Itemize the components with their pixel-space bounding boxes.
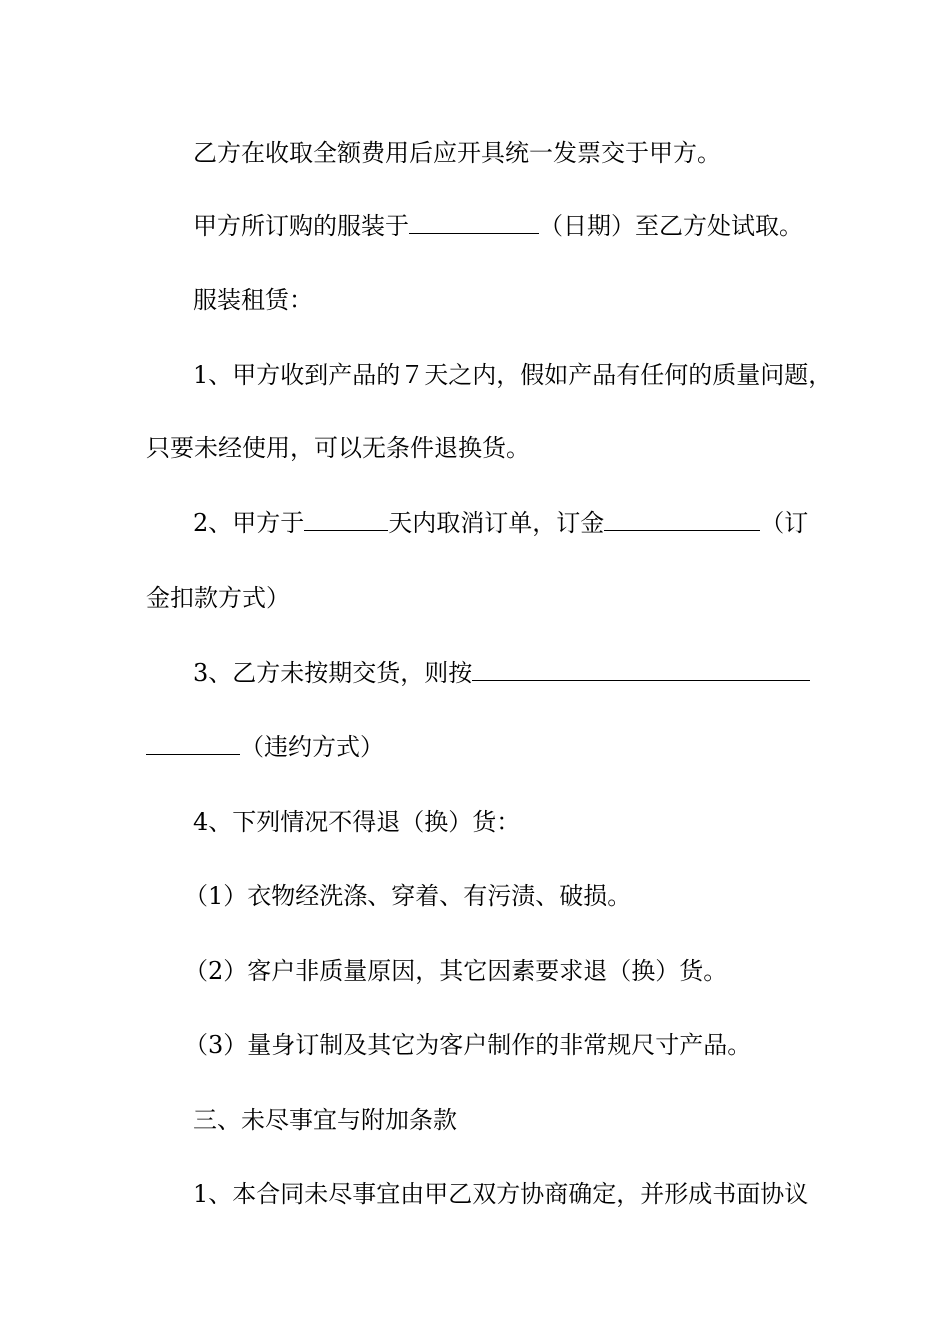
paragraph-text: 2、甲方于 [193,509,305,537]
paragraph-text: 1、甲方收到产品的７天之内，假如产品有任何的质量问题， [193,361,833,389]
clause-4-item-1 [146,881,810,911]
clause-3-line-2 [146,732,810,762]
clause-1-line-2 [146,433,810,463]
list-item-text: （2）客户非质量原因，其它因素要求退（换）货。 [184,957,728,985]
paragraph-text: 金扣款方式） [146,584,290,612]
days-blank [304,508,388,531]
clause-4-item-3 [146,1030,810,1060]
heading-rental [146,285,810,315]
clause-2-line-1 [146,508,810,538]
clause-2-line-2 [146,583,810,613]
paragraph-text: 天内取消订单，订金 [388,509,605,537]
paragraph-text: （违约方式） [240,733,384,761]
clause-4-item-2 [146,956,810,986]
paragraph-pickup-date [146,211,810,241]
paragraph-text: 1、本合同未尽事宜由甲乙双方协商确定，并形成书面协议 [193,1180,809,1208]
date-blank [409,211,539,234]
paragraph-invoice [146,138,810,168]
heading-text: 三、未尽事宜与附加条款 [193,1106,457,1134]
clause-1-line-1 [146,360,833,390]
paragraph-text: （订 [760,509,809,537]
deposit-blank [604,508,760,531]
paragraph-text: 3、乙方未按期交货，则按 [193,659,473,687]
paragraph-text: 甲方所订购的服装于 [193,212,409,240]
section-3-clause-1 [146,1179,810,1209]
list-item-text: （3）量身订制及其它为客户制作的非常规尺寸产品。 [184,1031,752,1059]
paragraph-text: （日期）至乙方处试取。 [539,212,803,240]
list-item-text: （1）衣物经洗涤、穿着、有污渍、破损。 [184,882,632,910]
section-heading-3 [146,1105,810,1135]
penalty-blank-continued [146,732,240,755]
penalty-blank [472,658,810,681]
heading-text: 服装租赁： [193,286,313,314]
clause-4 [146,807,810,837]
paragraph-text: 4、下列情况不得退（换）货： [193,808,521,836]
paragraph-text: 乙方在收取全额费用后应开具统一发票交于甲方。 [193,139,721,167]
clause-3-line-1 [146,658,810,688]
paragraph-text: 只要未经使用，可以无条件退换货。 [146,434,530,462]
